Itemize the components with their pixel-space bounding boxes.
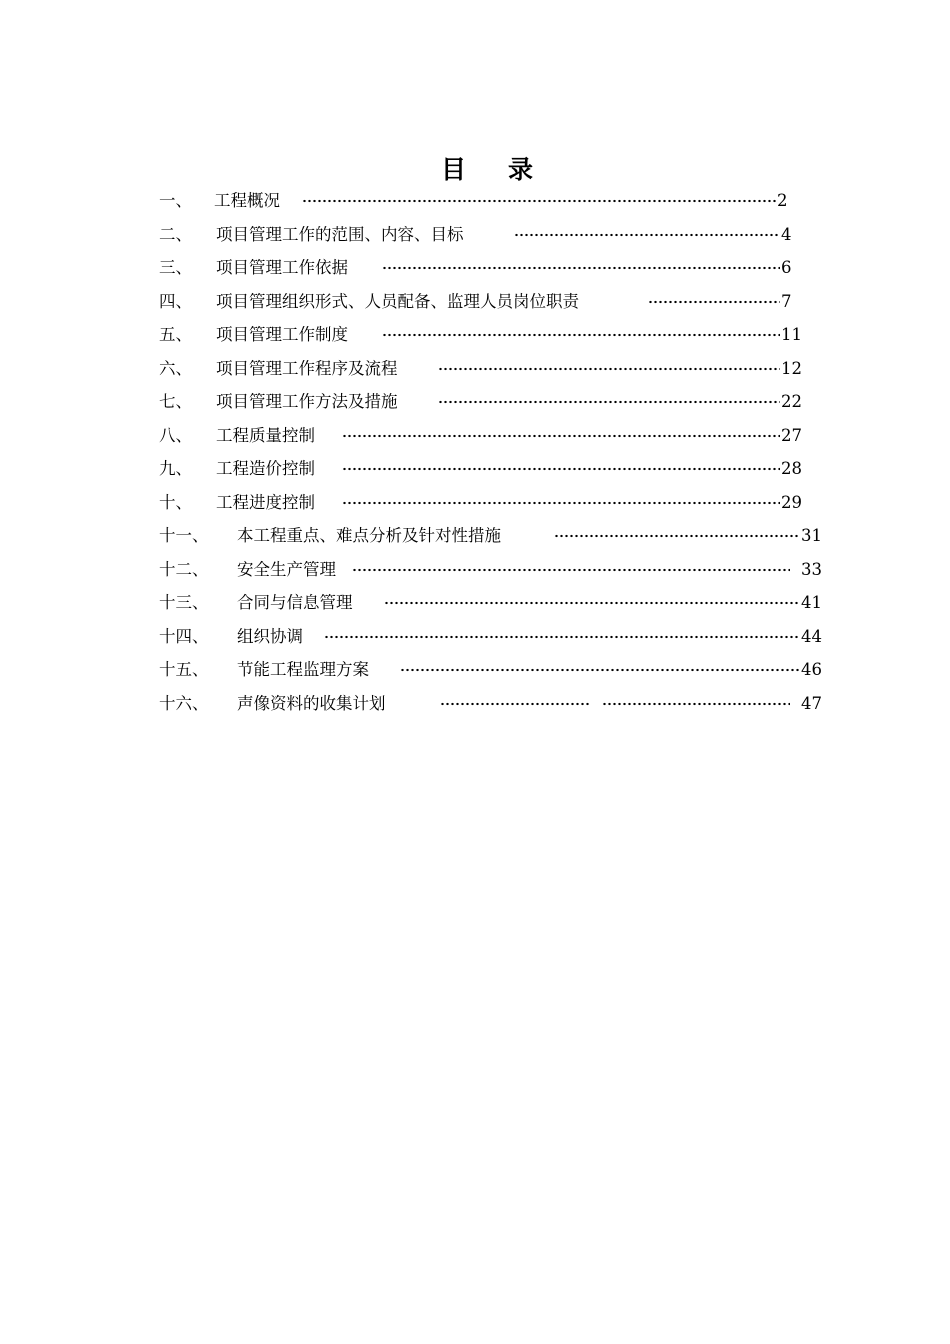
toc-entry-page: 27: [781, 426, 802, 445]
toc-leader-dots: [382, 266, 780, 270]
toc-entry-title: 安全生产管理: [237, 560, 336, 579]
toc-entry-page: 46: [801, 660, 822, 679]
toc-entry-number: 九、: [159, 459, 192, 478]
toc-entry-page: 28: [781, 459, 802, 478]
toc-heading: [0, 154, 950, 186]
toc-entry-number: 十二、: [159, 560, 209, 579]
toc-heading-right: 录: [508, 155, 536, 184]
toc-entry-page: 22: [781, 392, 802, 411]
toc-leader-dots: [342, 501, 780, 505]
toc-entry-title: 项目管理工作程序及流程: [216, 359, 398, 378]
toc-entry-number: 七、: [159, 392, 192, 411]
toc-leader-dots: [554, 534, 800, 538]
toc-leader-dots: [648, 300, 780, 304]
toc-entry-page: 12: [781, 359, 802, 378]
toc-entry-title: 组织协调: [237, 627, 303, 646]
toc-leader-dots: [324, 635, 800, 639]
toc-entry-title: 项目管理工作方法及措施: [216, 392, 398, 411]
toc-entry-title: 项目管理工作依据: [216, 258, 348, 277]
toc-entry-number: 十、: [159, 493, 192, 512]
toc-entry-title: 本工程重点、难点分析及针对性措施: [237, 526, 501, 545]
toc-entry-page: 41: [801, 593, 822, 612]
toc-entry-title: 项目管理工作的范围、内容、目标: [216, 225, 464, 244]
toc-leader-dots: [514, 233, 780, 237]
toc-leader-dots: [400, 668, 800, 672]
toc-entry-page: 31: [801, 526, 822, 545]
toc-entry-title: 工程造价控制: [216, 459, 315, 478]
toc-entry-page: 47: [801, 694, 822, 713]
toc-leader-dots: [382, 333, 780, 337]
toc-heading-left: 目: [440, 155, 468, 184]
toc-entry-title: 声像资料的收集计划: [237, 694, 386, 713]
toc-entry-page: 29: [781, 493, 802, 512]
toc-entry-title: 项目管理工作制度: [216, 325, 348, 344]
toc-leader-dots: [602, 702, 790, 706]
toc-entry-number: 十一、: [159, 526, 209, 545]
toc-entry-page: 11: [781, 325, 802, 344]
toc-entry-number: 八、: [159, 426, 192, 445]
toc-leader-dots: [440, 702, 590, 706]
toc-entry-number: 六、: [159, 359, 192, 378]
toc-entry-page: 6: [781, 258, 792, 277]
toc-entry-title: 合同与信息管理: [237, 593, 353, 612]
toc-entry-number: 十三、: [159, 593, 209, 612]
toc-entry-page: 44: [801, 627, 822, 646]
toc-leader-dots: [438, 367, 780, 371]
toc-entry-title: 项目管理组织形式、人员配备、监理人员岗位职责: [216, 292, 579, 311]
toc-leader-dots: [352, 568, 790, 572]
toc-leader-dots: [438, 400, 780, 404]
toc-entry-page: 7: [781, 292, 792, 311]
toc-entry-number: 四、: [159, 292, 192, 311]
toc-entry-number: 十四、: [159, 627, 209, 646]
toc-entry-page: 33: [801, 560, 822, 579]
toc-leader-dots: [342, 467, 780, 471]
toc-entry-page: 4: [781, 225, 792, 244]
toc-entry-number: 十六、: [159, 694, 209, 713]
toc-entry-page: 2: [777, 191, 788, 210]
toc-entry-number: 十五、: [159, 660, 209, 679]
toc-leader-dots: [342, 434, 780, 438]
toc-entry-number: 一、: [159, 191, 192, 210]
toc-entry-title: 节能工程监理方案: [237, 660, 369, 679]
toc-entry-title: 工程概况: [214, 191, 280, 210]
toc-leader-dots: [384, 601, 800, 605]
toc-entry-number: 二、: [159, 225, 192, 244]
toc-leader-dots: [302, 199, 776, 203]
toc-entry-number: 五、: [159, 325, 192, 344]
toc-entry-title: 工程质量控制: [216, 426, 315, 445]
toc-entry-title: 工程进度控制: [216, 493, 315, 512]
toc-entry-number: 三、: [159, 258, 192, 277]
